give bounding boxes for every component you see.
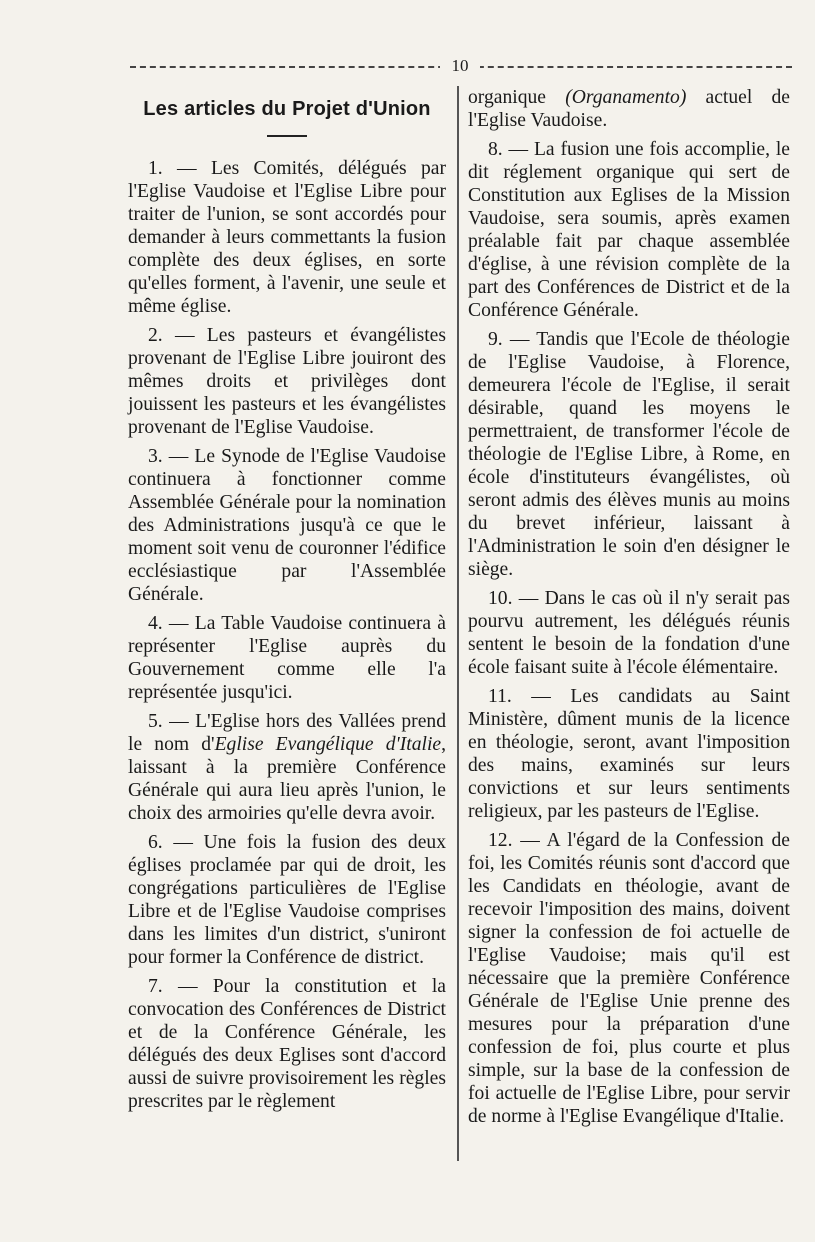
article-6: 6. — Une fois la fusion des deux églises proclamée par qui de droit, les congrégations particulières de l'Eglise Libre et de l'Eglise Vaudoise comprises dans les limites d'un district, s'uniront pour former la Conférence de district. [128, 832, 446, 968]
article-1: 1. — Les Comités, délégués par l'Eglise Vaudoise et l'Eglise Libre pour traiter de l'union, se sont accordés pour demander à leurs commettants la fusion complète des deux églises, en sorte qu'elles forment, à l'avenir, une seule et même église. [128, 158, 446, 317]
title-rule [267, 135, 307, 137]
article-11: 11. — Les candidats au Saint Ministère, dûment munis de la licence en théologie, seront, avant l'imposition des mains, examinés sur leurs convictions et sur leurs sentiments religieux, par les pasteurs de l'Eglise. [468, 686, 790, 822]
article-2: 2. — Les pasteurs et évangélistes provenant de l'Eglise Libre jouiront des mêmes droits et privilèges dont jouissent les pasteurs et les évangélistes provenant de l'Eglise Vaudoise. [128, 325, 446, 438]
column-divider [457, 86, 459, 1161]
article-12: 12. — A l'égard de la Confession de foi, les Comités réunis sont d'accord que les Candidats en théologie, avant de recevoir l'imposition des mains, doivent signer la confession de foi actuelle de l'Eglise Vaudoise; mais qu'il est nécessaire que la première Conférence Générale de l'Eglise Unie prenne des mesures pour la préparation d'une confession de foi, plus courte et plus simple, sur la base de la confession de foi actuelle de l'Eglise Libre, pour servir de norme à l'Eglise Evangélique d'Italie. [468, 830, 790, 1127]
article-5-text-end: , laissant à la première Conférence Générale qui aura lieu après l'union, le choix des armoiries qu'elle devra avoir. [128, 734, 446, 824]
article-10: 10. — Dans le cas où il n'y serait pas pourvu autrement, les délégués réunis sentent le besoin de la fondation d'une école faisant suite à l'école élémentaire. [468, 588, 790, 678]
right-column [468, 86, 790, 1134]
article-7: 7. — Pour la constitution et la convocation des Conférences de District et de la Conférence Générale, les délégués des deux Eglises sont d'accord aussi de suivre provisoirement les règles prescrites par le règlement [128, 976, 446, 1112]
article-4: 4. — La Table Vaudoise continuera à représenter l'Eglise auprès du Gouvernement comme elle l'a représentée jusqu'ici. [128, 613, 446, 703]
page-number: 10 [440, 56, 480, 76]
left-column [128, 86, 446, 1119]
continuation-text-end: actuel de l'Eglise Vaudoise. [468, 87, 790, 131]
article-3: 3. — Le Synode de l'Eglise Vaudoise continuera à fonctionner comme Assemblée Générale pour la nomination des Administrations jusqu'à ce que le moment soit venu de couronner l'édifice ecclésiastique par l'Assemblée Générale. [128, 446, 446, 605]
article-8: 8. — La fusion une fois accomplie, le dit réglement organique qui sert de Constitution aux Eglises de la Mission Vaudoise, sera soumis, après examen préalable fait par chaque assemblée d'église, à une révision complète de la part des Conférences de District et de la Conférence Générale. [468, 139, 790, 321]
continuation-text-start: organique [468, 87, 566, 108]
section-title: Les articles du Projet d'Union [143, 98, 431, 120]
article-7-continuation [468, 86, 790, 132]
article-9: 9. — Tandis que l'Ecole de théologie de l'Eglise Vaudoise, à Florence, demeurera l'école de l'Eglise, il serait désirable, quand les moyens le permettraient, de transformer l'école de théologie de l'Eglise Libre, à Rome, en école d'instituteurs évangélistes, où seront admis des élèves munis au moins du brevet inférieur, laissant à l'Administration le soin d'en désigner le siège. [468, 329, 790, 580]
article-5-italic-name: Eglise Evangélique d'Italie [214, 734, 442, 755]
article-5-text-start: 5. — L'Eglise hors des Vallées prend le nom d' [128, 711, 446, 755]
continuation-italic: (Organamento) [565, 87, 687, 108]
article-5 [128, 710, 446, 825]
